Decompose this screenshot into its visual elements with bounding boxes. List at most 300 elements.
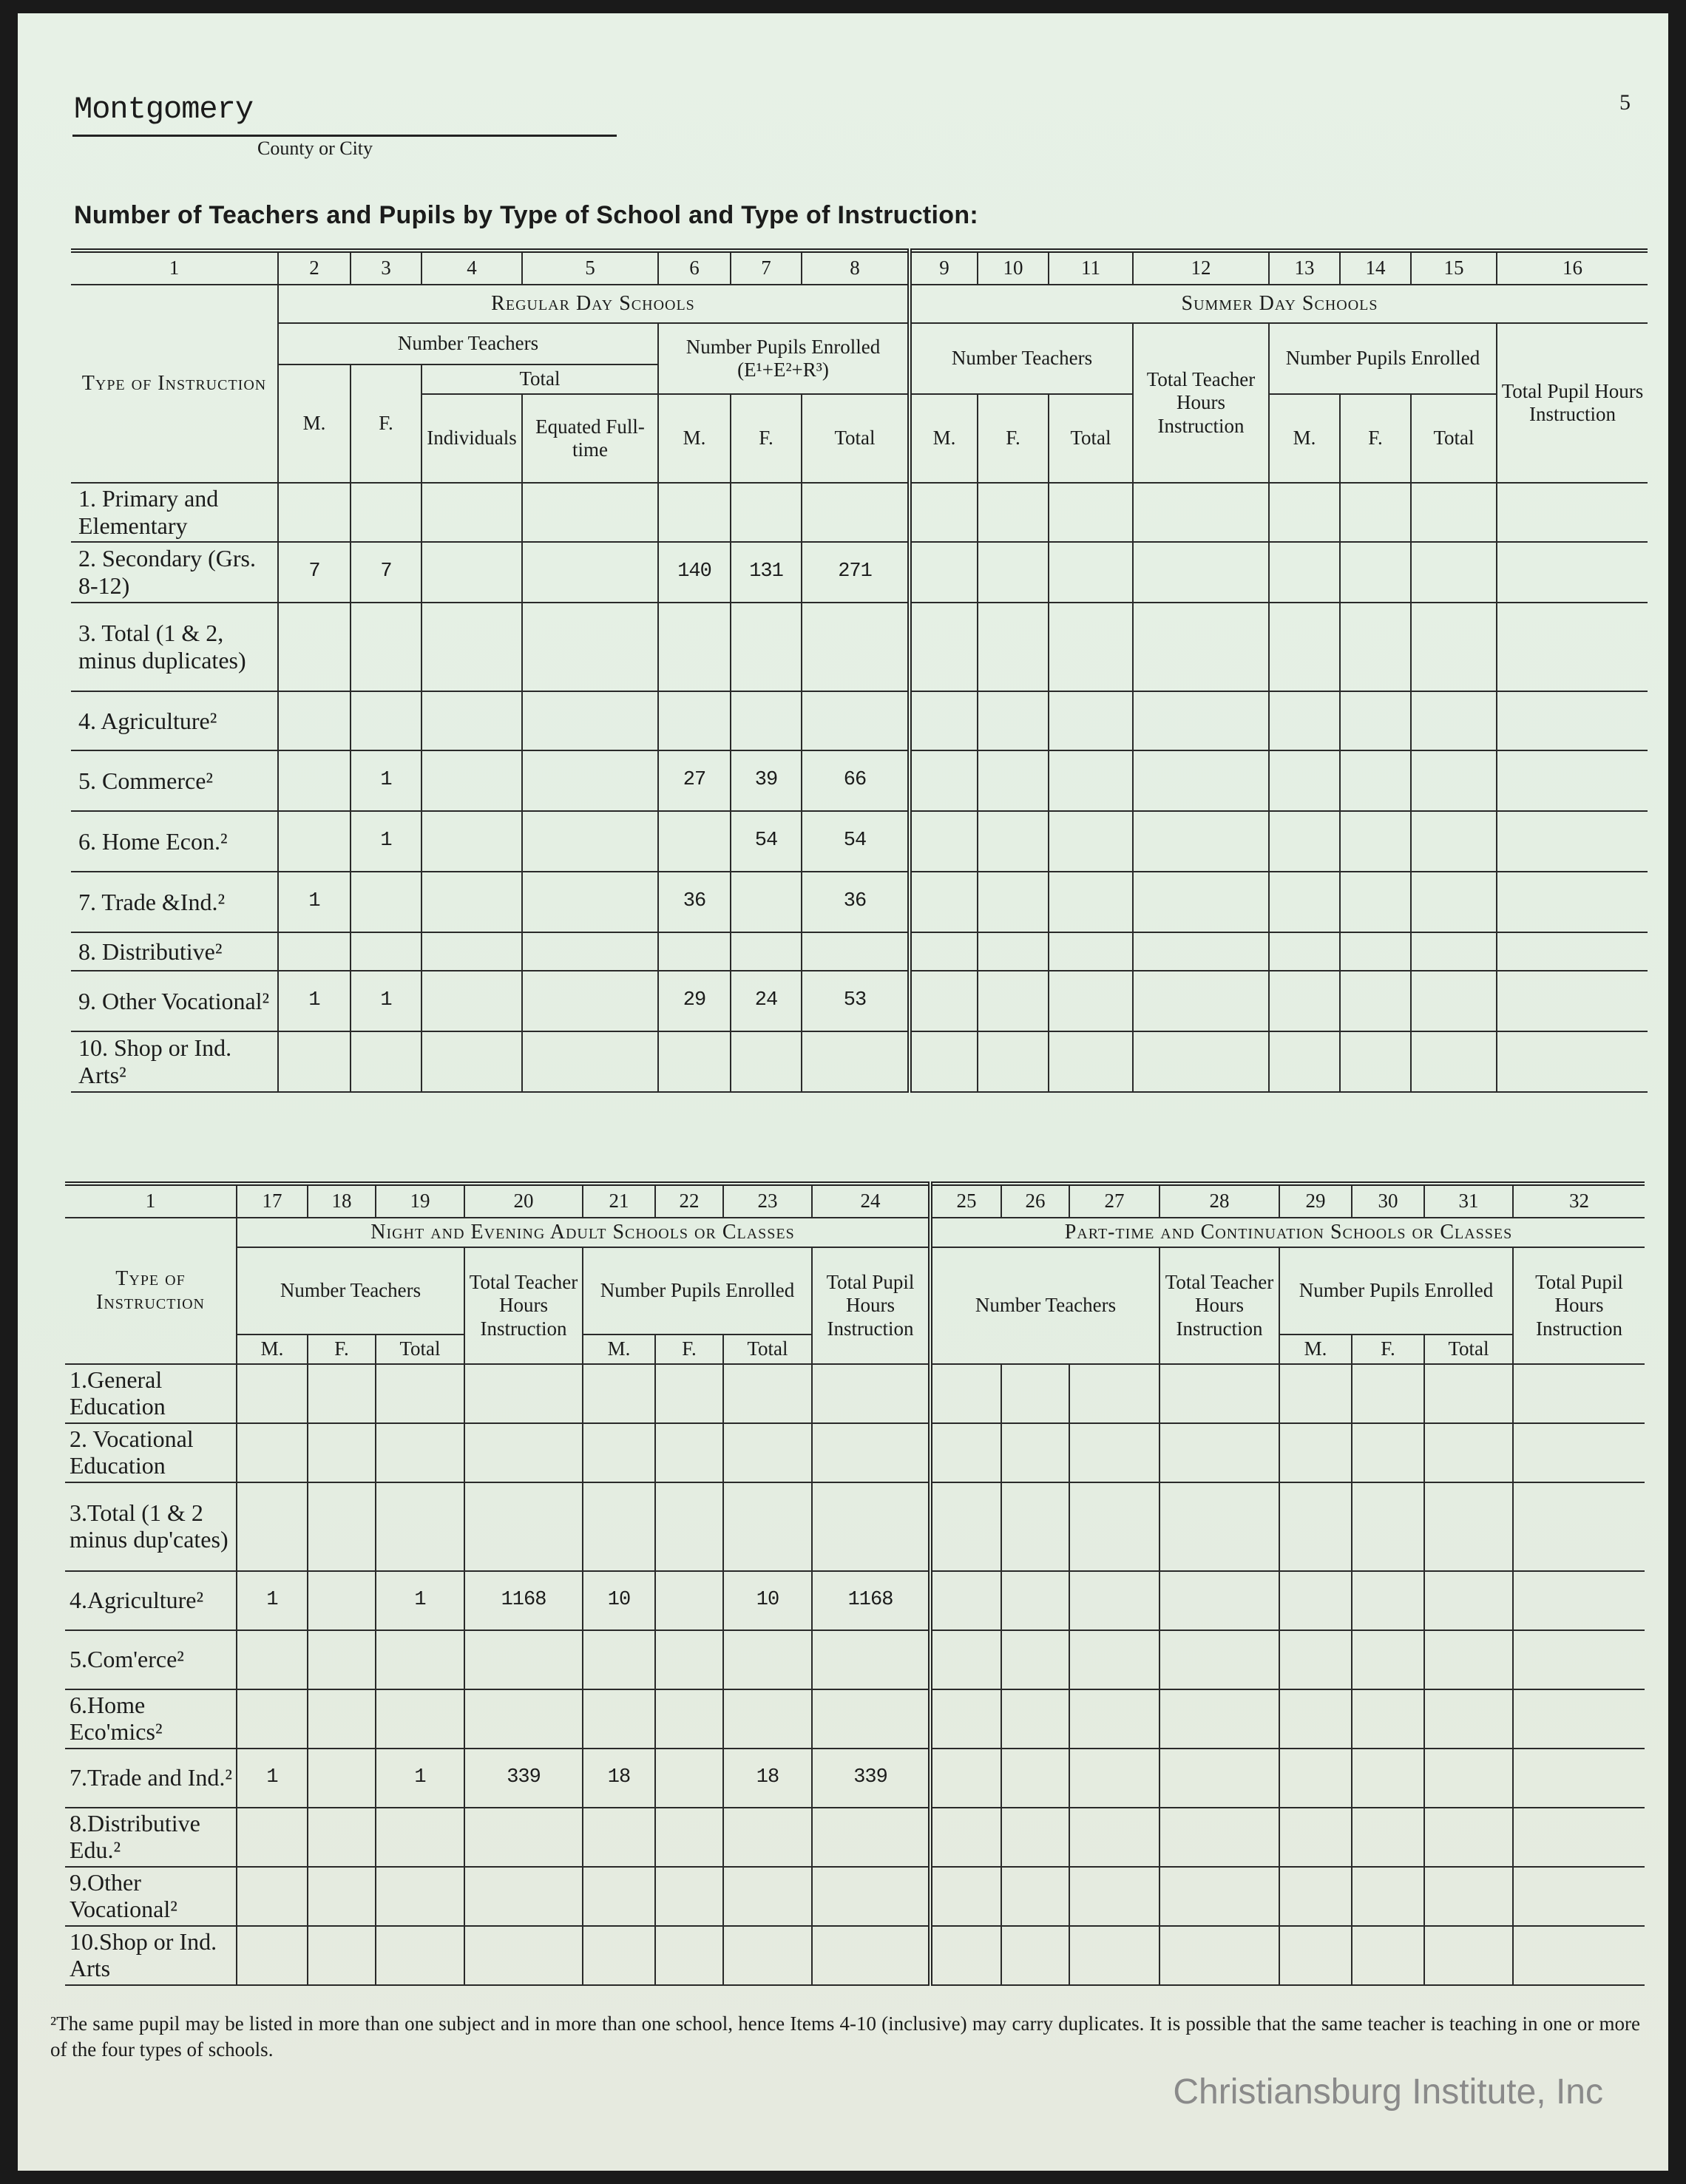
cell-col-12[interactable] — [1133, 932, 1269, 971]
cell-col-8[interactable]: 66 — [802, 750, 910, 811]
cell-col-7[interactable] — [731, 872, 802, 932]
cell-col-26[interactable] — [1001, 1749, 1069, 1808]
cell-col-28[interactable] — [1159, 1867, 1279, 1926]
cell-col-7[interactable]: 54 — [731, 811, 802, 872]
cell-col-2[interactable]: 1 — [278, 971, 351, 1031]
cell-col-23[interactable] — [723, 1926, 812, 1985]
cell-col-5[interactable] — [522, 872, 658, 932]
cell-col-14[interactable] — [1340, 483, 1411, 542]
cell-col-4[interactable] — [422, 542, 522, 603]
cell-col-31[interactable] — [1424, 1749, 1513, 1808]
cell-col-19[interactable]: 1 — [376, 1571, 464, 1630]
cell-col-9[interactable] — [910, 691, 978, 750]
cell-col-29[interactable] — [1279, 1364, 1352, 1423]
cell-col-26[interactable] — [1001, 1364, 1069, 1423]
cell-col-18[interactable] — [308, 1926, 376, 1985]
cell-col-31[interactable] — [1424, 1926, 1513, 1985]
cell-col-5[interactable] — [522, 483, 658, 542]
cell-col-26[interactable] — [1001, 1630, 1069, 1689]
cell-col-24[interactable] — [812, 1867, 930, 1926]
cell-col-3[interactable] — [351, 932, 422, 971]
cell-col-14[interactable] — [1340, 932, 1411, 971]
cell-col-14[interactable] — [1340, 872, 1411, 932]
cell-col-12[interactable] — [1133, 872, 1269, 932]
cell-col-25[interactable] — [930, 1423, 1001, 1482]
cell-col-30[interactable] — [1352, 1423, 1424, 1482]
cell-col-15[interactable] — [1411, 603, 1497, 691]
cell-col-16[interactable] — [1497, 811, 1648, 872]
cell-col-8[interactable] — [802, 1031, 910, 1092]
cell-col-29[interactable] — [1279, 1808, 1352, 1867]
cell-col-5[interactable] — [522, 971, 658, 1031]
cell-col-11[interactable] — [1049, 603, 1133, 691]
cell-col-5[interactable] — [522, 932, 658, 971]
cell-col-27[interactable] — [1069, 1749, 1159, 1808]
cell-col-27[interactable] — [1069, 1482, 1159, 1571]
cell-col-16[interactable] — [1497, 872, 1648, 932]
cell-col-22[interactable] — [655, 1571, 723, 1630]
cell-col-12[interactable] — [1133, 542, 1269, 603]
cell-col-14[interactable] — [1340, 603, 1411, 691]
cell-col-9[interactable] — [910, 483, 978, 542]
cell-col-2[interactable] — [278, 750, 351, 811]
cell-col-8[interactable] — [802, 483, 910, 542]
cell-col-24[interactable] — [812, 1808, 930, 1867]
cell-col-28[interactable] — [1159, 1926, 1279, 1985]
cell-col-22[interactable] — [655, 1630, 723, 1689]
cell-col-8[interactable] — [802, 932, 910, 971]
cell-col-23[interactable] — [723, 1808, 812, 1867]
cell-col-13[interactable] — [1269, 750, 1340, 811]
cell-col-14[interactable] — [1340, 542, 1411, 603]
cell-col-32[interactable] — [1513, 1926, 1645, 1985]
cell-col-22[interactable] — [655, 1689, 723, 1749]
cell-col-15[interactable] — [1411, 750, 1497, 811]
cell-col-32[interactable] — [1513, 1808, 1645, 1867]
cell-col-13[interactable] — [1269, 603, 1340, 691]
cell-col-20[interactable] — [464, 1630, 583, 1689]
cell-col-8[interactable]: 271 — [802, 542, 910, 603]
cell-col-10[interactable] — [978, 483, 1049, 542]
cell-col-18[interactable] — [308, 1571, 376, 1630]
cell-col-23[interactable] — [723, 1689, 812, 1749]
cell-col-15[interactable] — [1411, 542, 1497, 603]
cell-col-9[interactable] — [910, 971, 978, 1031]
cell-col-17[interactable] — [237, 1926, 308, 1985]
cell-col-6[interactable] — [658, 483, 731, 542]
cell-col-6[interactable]: 36 — [658, 872, 731, 932]
cell-col-3[interactable]: 1 — [351, 811, 422, 872]
cell-col-18[interactable] — [308, 1867, 376, 1926]
cell-col-9[interactable] — [910, 750, 978, 811]
cell-col-13[interactable] — [1269, 1031, 1340, 1092]
cell-col-22[interactable] — [655, 1482, 723, 1571]
cell-col-28[interactable] — [1159, 1364, 1279, 1423]
cell-col-5[interactable] — [522, 691, 658, 750]
cell-col-13[interactable] — [1269, 483, 1340, 542]
cell-col-23[interactable] — [723, 1482, 812, 1571]
cell-col-19[interactable] — [376, 1482, 464, 1571]
cell-col-16[interactable] — [1497, 750, 1648, 811]
cell-col-32[interactable] — [1513, 1423, 1645, 1482]
cell-col-3[interactable] — [351, 603, 422, 691]
cell-col-31[interactable] — [1424, 1689, 1513, 1749]
cell-col-32[interactable] — [1513, 1571, 1645, 1630]
cell-col-6[interactable] — [658, 1031, 731, 1092]
cell-col-12[interactable] — [1133, 750, 1269, 811]
cell-col-20[interactable] — [464, 1808, 583, 1867]
cell-col-5[interactable] — [522, 1031, 658, 1092]
cell-col-19[interactable] — [376, 1630, 464, 1689]
cell-col-19[interactable]: 1 — [376, 1749, 464, 1808]
cell-col-30[interactable] — [1352, 1808, 1424, 1867]
cell-col-30[interactable] — [1352, 1482, 1424, 1571]
cell-col-7[interactable] — [731, 691, 802, 750]
cell-col-26[interactable] — [1001, 1423, 1069, 1482]
cell-col-9[interactable] — [910, 872, 978, 932]
cell-col-2[interactable]: 7 — [278, 542, 351, 603]
cell-col-24[interactable] — [812, 1364, 930, 1423]
cell-col-13[interactable] — [1269, 542, 1340, 603]
cell-col-27[interactable] — [1069, 1571, 1159, 1630]
cell-col-25[interactable] — [930, 1867, 1001, 1926]
cell-col-12[interactable] — [1133, 1031, 1269, 1092]
cell-col-25[interactable] — [930, 1571, 1001, 1630]
cell-col-18[interactable] — [308, 1749, 376, 1808]
cell-col-12[interactable] — [1133, 483, 1269, 542]
cell-col-16[interactable] — [1497, 932, 1648, 971]
cell-col-27[interactable] — [1069, 1926, 1159, 1985]
cell-col-27[interactable] — [1069, 1808, 1159, 1867]
cell-col-4[interactable] — [422, 932, 522, 971]
cell-col-32[interactable] — [1513, 1364, 1645, 1423]
cell-col-28[interactable] — [1159, 1482, 1279, 1571]
cell-col-14[interactable] — [1340, 750, 1411, 811]
cell-col-26[interactable] — [1001, 1867, 1069, 1926]
cell-col-21[interactable] — [583, 1808, 655, 1867]
cell-col-32[interactable] — [1513, 1689, 1645, 1749]
cell-col-7[interactable] — [731, 1031, 802, 1092]
cell-col-24[interactable] — [812, 1423, 930, 1482]
cell-col-19[interactable] — [376, 1867, 464, 1926]
cell-col-22[interactable] — [655, 1867, 723, 1926]
cell-col-21[interactable] — [583, 1867, 655, 1926]
cell-col-9[interactable] — [910, 1031, 978, 1092]
cell-col-3[interactable]: 7 — [351, 542, 422, 603]
cell-col-10[interactable] — [978, 811, 1049, 872]
cell-col-25[interactable] — [930, 1630, 1001, 1689]
cell-col-25[interactable] — [930, 1689, 1001, 1749]
cell-col-2[interactable] — [278, 691, 351, 750]
cell-col-12[interactable] — [1133, 811, 1269, 872]
cell-col-21[interactable] — [583, 1423, 655, 1482]
cell-col-17[interactable] — [237, 1482, 308, 1571]
cell-col-19[interactable] — [376, 1926, 464, 1985]
cell-col-28[interactable] — [1159, 1689, 1279, 1749]
cell-col-3[interactable]: 1 — [351, 750, 422, 811]
cell-col-18[interactable] — [308, 1482, 376, 1571]
cell-col-28[interactable] — [1159, 1630, 1279, 1689]
cell-col-10[interactable] — [978, 872, 1049, 932]
cell-col-4[interactable] — [422, 971, 522, 1031]
cell-col-3[interactable]: 1 — [351, 971, 422, 1031]
cell-col-8[interactable] — [802, 603, 910, 691]
cell-col-28[interactable] — [1159, 1571, 1279, 1630]
cell-col-11[interactable] — [1049, 1031, 1133, 1092]
cell-col-4[interactable] — [422, 811, 522, 872]
cell-col-32[interactable] — [1513, 1749, 1645, 1808]
cell-col-8[interactable]: 53 — [802, 971, 910, 1031]
cell-col-17[interactable] — [237, 1808, 308, 1867]
cell-col-3[interactable] — [351, 1031, 422, 1092]
cell-col-23[interactable] — [723, 1423, 812, 1482]
cell-col-23[interactable] — [723, 1630, 812, 1689]
cell-col-21[interactable] — [583, 1689, 655, 1749]
cell-col-18[interactable] — [308, 1364, 376, 1423]
cell-col-20[interactable] — [464, 1364, 583, 1423]
cell-col-16[interactable] — [1497, 542, 1648, 603]
cell-col-24[interactable] — [812, 1630, 930, 1689]
cell-col-26[interactable] — [1001, 1808, 1069, 1867]
cell-col-16[interactable] — [1497, 1031, 1648, 1092]
cell-col-8[interactable] — [802, 691, 910, 750]
cell-col-10[interactable] — [978, 603, 1049, 691]
cell-col-20[interactable]: 339 — [464, 1749, 583, 1808]
cell-col-28[interactable] — [1159, 1808, 1279, 1867]
cell-col-4[interactable] — [422, 872, 522, 932]
cell-col-25[interactable] — [930, 1749, 1001, 1808]
cell-col-14[interactable] — [1340, 691, 1411, 750]
cell-col-17[interactable] — [237, 1689, 308, 1749]
cell-col-5[interactable] — [522, 811, 658, 872]
cell-col-13[interactable] — [1269, 872, 1340, 932]
cell-col-25[interactable] — [930, 1482, 1001, 1571]
cell-col-27[interactable] — [1069, 1867, 1159, 1926]
cell-col-14[interactable] — [1340, 811, 1411, 872]
cell-col-15[interactable] — [1411, 811, 1497, 872]
cell-col-30[interactable] — [1352, 1571, 1424, 1630]
cell-col-15[interactable] — [1411, 932, 1497, 971]
cell-col-29[interactable] — [1279, 1630, 1352, 1689]
cell-col-5[interactable] — [522, 603, 658, 691]
cell-col-31[interactable] — [1424, 1364, 1513, 1423]
cell-col-30[interactable] — [1352, 1364, 1424, 1423]
cell-col-18[interactable] — [308, 1630, 376, 1689]
cell-col-10[interactable] — [978, 542, 1049, 603]
cell-col-24[interactable] — [812, 1689, 930, 1749]
cell-col-26[interactable] — [1001, 1482, 1069, 1571]
cell-col-19[interactable] — [376, 1423, 464, 1482]
cell-col-25[interactable] — [930, 1808, 1001, 1867]
cell-col-25[interactable] — [930, 1926, 1001, 1985]
cell-col-29[interactable] — [1279, 1749, 1352, 1808]
cell-col-16[interactable] — [1497, 691, 1648, 750]
cell-col-11[interactable] — [1049, 750, 1133, 811]
cell-col-27[interactable] — [1069, 1364, 1159, 1423]
cell-col-27[interactable] — [1069, 1630, 1159, 1689]
cell-col-20[interactable] — [464, 1482, 583, 1571]
cell-col-11[interactable] — [1049, 811, 1133, 872]
cell-col-29[interactable] — [1279, 1689, 1352, 1749]
cell-col-11[interactable] — [1049, 971, 1133, 1031]
cell-col-4[interactable] — [422, 483, 522, 542]
cell-col-29[interactable] — [1279, 1423, 1352, 1482]
cell-col-27[interactable] — [1069, 1423, 1159, 1482]
cell-col-32[interactable] — [1513, 1630, 1645, 1689]
cell-col-24[interactable] — [812, 1482, 930, 1571]
cell-col-2[interactable] — [278, 932, 351, 971]
cell-col-9[interactable] — [910, 811, 978, 872]
cell-col-9[interactable] — [910, 932, 978, 971]
cell-col-3[interactable] — [351, 483, 422, 542]
cell-col-5[interactable] — [522, 542, 658, 603]
cell-col-17[interactable] — [237, 1867, 308, 1926]
cell-col-30[interactable] — [1352, 1867, 1424, 1926]
cell-col-6[interactable]: 29 — [658, 971, 731, 1031]
cell-col-2[interactable]: 1 — [278, 872, 351, 932]
cell-col-8[interactable]: 54 — [802, 811, 910, 872]
cell-col-29[interactable] — [1279, 1867, 1352, 1926]
cell-col-4[interactable] — [422, 750, 522, 811]
cell-col-2[interactable] — [278, 811, 351, 872]
cell-col-19[interactable] — [376, 1364, 464, 1423]
cell-col-15[interactable] — [1411, 1031, 1497, 1092]
cell-col-23[interactable]: 18 — [723, 1749, 812, 1808]
cell-col-17[interactable] — [237, 1423, 308, 1482]
cell-col-17[interactable] — [237, 1364, 308, 1423]
cell-col-14[interactable] — [1340, 1031, 1411, 1092]
cell-col-15[interactable] — [1411, 971, 1497, 1031]
cell-col-7[interactable] — [731, 483, 802, 542]
cell-col-13[interactable] — [1269, 971, 1340, 1031]
cell-col-20[interactable]: 1168 — [464, 1571, 583, 1630]
cell-col-8[interactable]: 36 — [802, 872, 910, 932]
cell-col-24[interactable]: 339 — [812, 1749, 930, 1808]
cell-col-16[interactable] — [1497, 483, 1648, 542]
cell-col-22[interactable] — [655, 1749, 723, 1808]
cell-col-6[interactable] — [658, 691, 731, 750]
cell-col-30[interactable] — [1352, 1926, 1424, 1985]
cell-col-13[interactable] — [1269, 811, 1340, 872]
cell-col-30[interactable] — [1352, 1630, 1424, 1689]
cell-col-23[interactable] — [723, 1364, 812, 1423]
cell-col-26[interactable] — [1001, 1689, 1069, 1749]
cell-col-2[interactable] — [278, 483, 351, 542]
cell-col-24[interactable] — [812, 1926, 930, 1985]
cell-col-21[interactable] — [583, 1926, 655, 1985]
cell-col-20[interactable] — [464, 1689, 583, 1749]
cell-col-29[interactable] — [1279, 1926, 1352, 1985]
cell-col-31[interactable] — [1424, 1867, 1513, 1926]
cell-col-15[interactable] — [1411, 872, 1497, 932]
cell-col-32[interactable] — [1513, 1482, 1645, 1571]
cell-col-26[interactable] — [1001, 1926, 1069, 1985]
cell-col-6[interactable]: 140 — [658, 542, 731, 603]
cell-col-12[interactable] — [1133, 603, 1269, 691]
cell-col-31[interactable] — [1424, 1808, 1513, 1867]
cell-col-3[interactable] — [351, 872, 422, 932]
cell-col-18[interactable] — [308, 1808, 376, 1867]
cell-col-21[interactable] — [583, 1630, 655, 1689]
cell-col-23[interactable] — [723, 1867, 812, 1926]
cell-col-16[interactable] — [1497, 603, 1648, 691]
cell-col-6[interactable] — [658, 603, 731, 691]
cell-col-4[interactable] — [422, 603, 522, 691]
cell-col-19[interactable] — [376, 1689, 464, 1749]
cell-col-15[interactable] — [1411, 691, 1497, 750]
cell-col-17[interactable] — [237, 1630, 308, 1689]
cell-col-22[interactable] — [655, 1423, 723, 1482]
cell-col-11[interactable] — [1049, 932, 1133, 971]
cell-col-13[interactable] — [1269, 691, 1340, 750]
cell-col-17[interactable]: 1 — [237, 1749, 308, 1808]
cell-col-7[interactable]: 24 — [731, 971, 802, 1031]
cell-col-2[interactable] — [278, 603, 351, 691]
cell-col-20[interactable] — [464, 1926, 583, 1985]
cell-col-22[interactable] — [655, 1926, 723, 1985]
cell-col-16[interactable] — [1497, 971, 1648, 1031]
cell-col-2[interactable] — [278, 1031, 351, 1092]
cell-col-21[interactable] — [583, 1482, 655, 1571]
cell-col-31[interactable] — [1424, 1571, 1513, 1630]
cell-col-11[interactable] — [1049, 872, 1133, 932]
cell-col-32[interactable] — [1513, 1867, 1645, 1926]
cell-col-10[interactable] — [978, 932, 1049, 971]
cell-col-10[interactable] — [978, 1031, 1049, 1092]
cell-col-15[interactable] — [1411, 483, 1497, 542]
cell-col-31[interactable] — [1424, 1482, 1513, 1571]
cell-col-7[interactable] — [731, 603, 802, 691]
cell-col-18[interactable] — [308, 1423, 376, 1482]
cell-col-12[interactable] — [1133, 691, 1269, 750]
cell-col-31[interactable] — [1424, 1630, 1513, 1689]
cell-col-7[interactable] — [731, 932, 802, 971]
cell-col-21[interactable]: 18 — [583, 1749, 655, 1808]
cell-col-17[interactable]: 1 — [237, 1571, 308, 1630]
cell-col-10[interactable] — [978, 750, 1049, 811]
cell-col-14[interactable] — [1340, 971, 1411, 1031]
cell-col-30[interactable] — [1352, 1689, 1424, 1749]
cell-col-24[interactable]: 1168 — [812, 1571, 930, 1630]
cell-col-22[interactable] — [655, 1808, 723, 1867]
cell-col-19[interactable] — [376, 1808, 464, 1867]
cell-col-28[interactable] — [1159, 1423, 1279, 1482]
cell-col-28[interactable] — [1159, 1749, 1279, 1808]
cell-col-11[interactable] — [1049, 691, 1133, 750]
cell-col-11[interactable] — [1049, 483, 1133, 542]
cell-col-20[interactable] — [464, 1867, 583, 1926]
cell-col-9[interactable] — [910, 542, 978, 603]
cell-col-3[interactable] — [351, 691, 422, 750]
cell-col-29[interactable] — [1279, 1482, 1352, 1571]
cell-col-27[interactable] — [1069, 1689, 1159, 1749]
cell-col-4[interactable] — [422, 1031, 522, 1092]
cell-col-22[interactable] — [655, 1364, 723, 1423]
cell-col-21[interactable] — [583, 1364, 655, 1423]
cell-col-10[interactable] — [978, 691, 1049, 750]
cell-col-11[interactable] — [1049, 542, 1133, 603]
cell-col-29[interactable] — [1279, 1571, 1352, 1630]
cell-col-31[interactable] — [1424, 1423, 1513, 1482]
cell-col-5[interactable] — [522, 750, 658, 811]
cell-col-20[interactable] — [464, 1423, 583, 1482]
cell-col-7[interactable]: 131 — [731, 542, 802, 603]
cell-col-4[interactable] — [422, 691, 522, 750]
cell-col-12[interactable] — [1133, 971, 1269, 1031]
cell-col-6[interactable] — [658, 932, 731, 971]
cell-col-26[interactable] — [1001, 1571, 1069, 1630]
cell-col-7[interactable]: 39 — [731, 750, 802, 811]
